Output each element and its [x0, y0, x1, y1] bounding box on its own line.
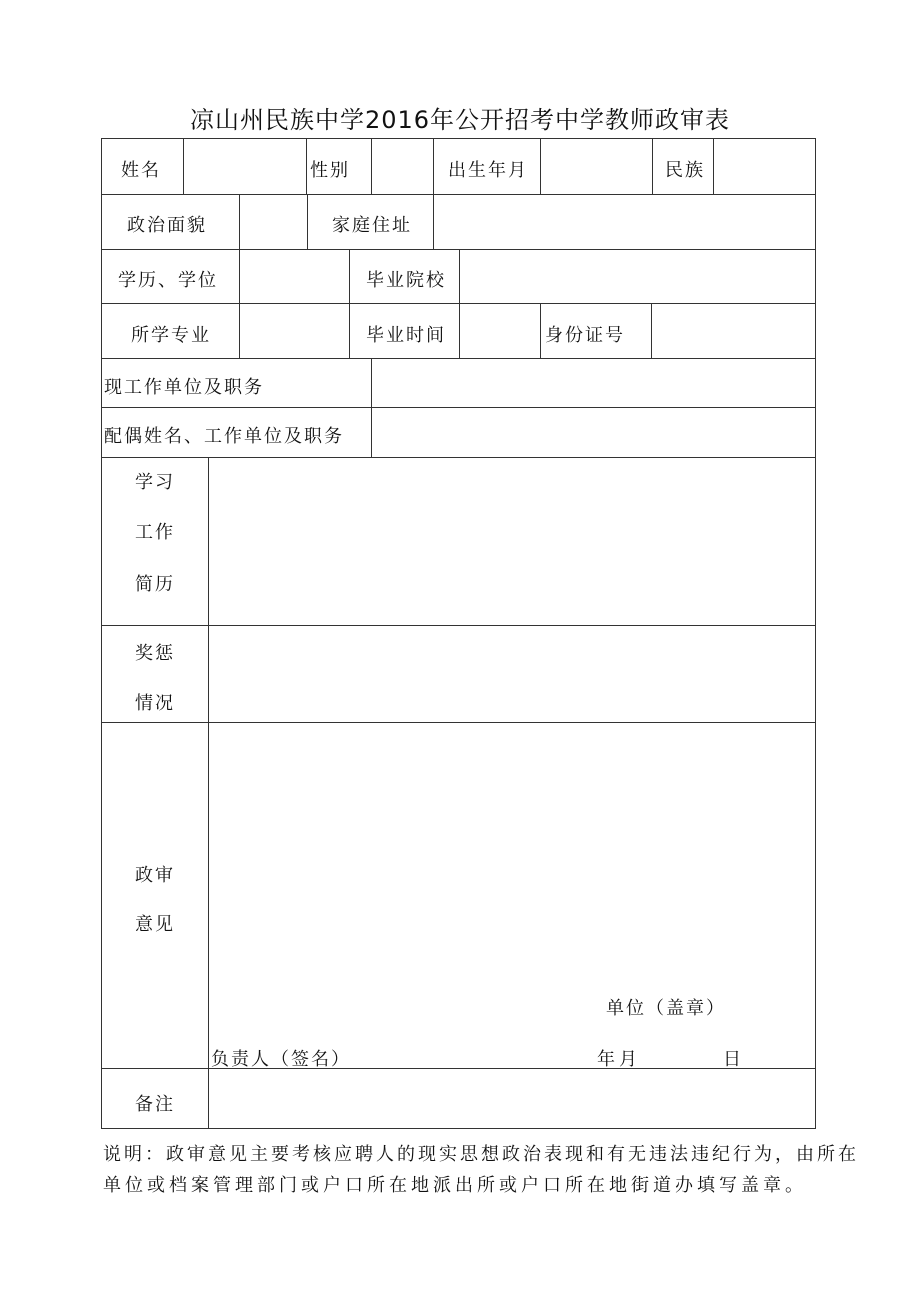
grad-time-field[interactable]: [460, 304, 540, 358]
col-divider: [652, 138, 653, 194]
ethnicity-label: 民族: [665, 160, 705, 181]
id-number-label: 身份证号: [545, 325, 625, 346]
current-job-field[interactable]: [372, 359, 815, 407]
col-divider: [307, 194, 308, 249]
education-label: 学历、学位: [118, 270, 218, 291]
grad-time-label: 毕业时间: [366, 325, 446, 346]
col-divider: [306, 138, 307, 194]
day-label: 日: [723, 1049, 743, 1070]
signer-label: 负责人（签名）: [211, 1049, 351, 1070]
major-label: 所学专业: [131, 325, 211, 346]
education-field[interactable]: [240, 250, 349, 303]
current-job-label: 现工作单位及职务: [104, 377, 264, 398]
col-divider: [349, 249, 350, 303]
table-border-bottom: [101, 1128, 816, 1129]
birth-field[interactable]: [541, 139, 652, 194]
gender-field[interactable]: [372, 139, 433, 194]
resume-label-3: 简历: [135, 574, 175, 595]
school-field[interactable]: [460, 250, 815, 303]
political-status-label: 政治面貌: [127, 215, 207, 236]
political-status-field[interactable]: [240, 195, 307, 249]
review-label-1: 政审: [135, 865, 175, 886]
home-address-label: 家庭住址: [332, 215, 412, 236]
spouse-field[interactable]: [372, 408, 815, 457]
review-label-2: 意见: [135, 914, 175, 935]
table-border-left: [101, 138, 102, 1129]
spouse-label: 配偶姓名、工作单位及职务: [104, 426, 344, 447]
resume-label-1: 学习: [135, 472, 175, 493]
name-field[interactable]: [184, 139, 306, 194]
col-divider: [540, 303, 541, 358]
form-title: 凉山州民族中学2016年公开招考中学教师政审表: [189, 106, 731, 134]
awards-field[interactable]: [209, 626, 815, 722]
ethnicity-field[interactable]: [714, 139, 815, 194]
id-number-field[interactable]: [652, 304, 815, 358]
awards-label-2: 情况: [135, 693, 175, 714]
resume-field[interactable]: [209, 458, 815, 625]
col-divider: [433, 138, 434, 194]
home-address-field[interactable]: [434, 195, 815, 249]
school-label: 毕业院校: [366, 270, 446, 291]
remarks-field[interactable]: [209, 1069, 815, 1128]
major-field[interactable]: [240, 304, 349, 358]
table-border-right: [815, 138, 816, 1129]
remarks-label: 备注: [135, 1094, 175, 1115]
col-divider: [349, 303, 350, 358]
gender-label: 性别: [310, 160, 350, 181]
footnote-line-2: 单位或档案管理部门或户口所在地派出所或户口所在地街道办填写盖章。: [103, 1175, 807, 1196]
name-label: 姓名: [121, 160, 161, 181]
year-month-label: 年月: [597, 1049, 641, 1070]
footnote-line-1: 说明：政审意见主要考核应聘人的现实思想政治表现和有无违法违纪行为，由所在: [103, 1144, 859, 1165]
resume-label-2: 工作: [135, 522, 175, 543]
awards-label-1: 奖惩: [135, 643, 175, 664]
birth-label: 出生年月: [448, 160, 528, 181]
seal-label: 单位（盖章）: [606, 998, 726, 1019]
